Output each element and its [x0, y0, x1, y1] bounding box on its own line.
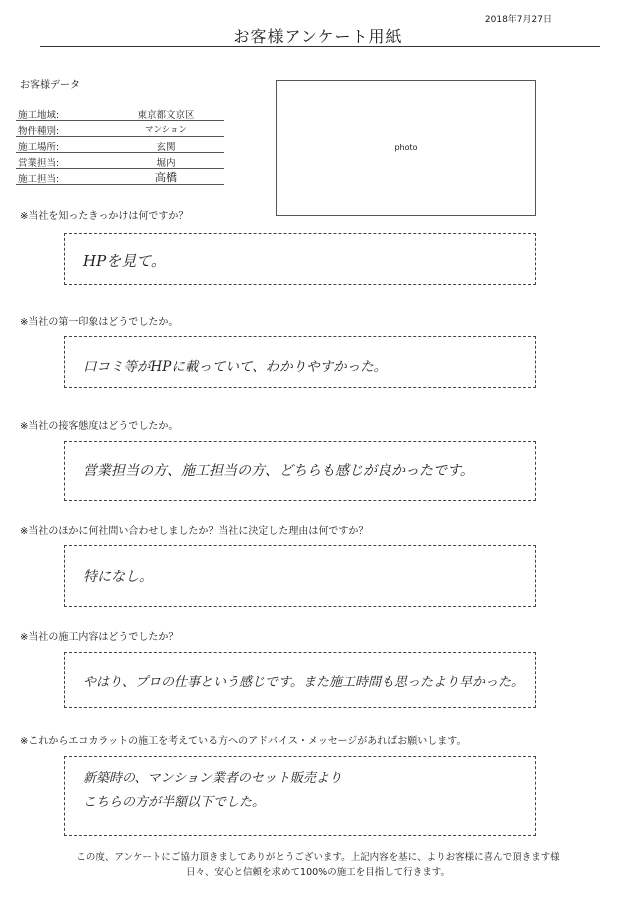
question-3: ※当社の接客態度はどうでしたか。 [20, 421, 179, 432]
answer-text-6-line-1: 新築時の、マンション業者のセット販売より [83, 771, 342, 786]
footer-message-line-1: この度、アンケートにご協力頂きましてありがとうございます。上記内容を基に、よりお客様に喜んで頂きます様 [76, 852, 560, 863]
field-label: 施工担当: [18, 174, 60, 185]
answer-text-5: やはり、プロの仕事という感じです。また施工時間も思ったより早かった。 [83, 675, 524, 690]
field-value: 玄関 [156, 142, 176, 153]
field-label: 営業担当: [18, 158, 60, 169]
photo-placeholder [276, 80, 536, 216]
field-value: マンション [144, 125, 188, 135]
field-value: 堀内 [156, 158, 176, 169]
field-value: 東京都文京区 [137, 110, 195, 121]
field-label: 施工場所: [18, 142, 60, 153]
question-5: ※当社の施工内容はどうでしたか？ [20, 632, 179, 643]
answer-text-6-line-2: こちらの方が半額以下でした。 [83, 795, 266, 810]
answer-box-2 [64, 336, 536, 388]
field-row-location [16, 138, 224, 153]
field-row-sales-rep [16, 154, 224, 169]
field-label: 物件種別: [18, 126, 60, 137]
answer-text-2: 口コミ等がHPに載っていて、わかりやすかった。 [83, 359, 388, 375]
photo-label: photo [394, 143, 418, 152]
question-2: ※当社の第一印象はどうでしたか。 [20, 317, 179, 328]
answer-box-5 [64, 652, 536, 708]
field-row-property-type [16, 122, 224, 137]
answer-text-4: 特になし。 [83, 569, 153, 585]
answer-box-3 [64, 441, 536, 501]
field-value-handwritten: 高橋 [155, 171, 177, 184]
field-row-installer [16, 170, 224, 185]
question-1: ※当社を知ったきっかけは何ですか？ [20, 211, 189, 222]
customer-data-heading: お客様データ [20, 80, 80, 91]
title-underline [40, 46, 600, 47]
answer-box-4 [64, 545, 536, 607]
answer-text-3: 営業担当の方、施工担当の方、どちらも感じが良かったです。 [83, 463, 474, 479]
answer-text-1: HPを見て。 [83, 252, 166, 270]
footer-message-line-2: 日々、安心と信頼を求めて100%の施工を目指して行きます。 [186, 867, 450, 878]
field-label: 施工地域: [18, 110, 60, 121]
survey-date: 2018年7月27日 [484, 15, 552, 25]
answer-box-6 [64, 756, 536, 836]
page-title: お客様アンケート用紙 [233, 27, 403, 46]
answer-box-1 [64, 233, 536, 285]
question-4: ※当社のほかに何社問い合わせしましたか？当社に決定した理由は何ですか？ [20, 526, 369, 537]
question-6: ※これからエコカラットの施工を考えている方へのアドバイス・メッセージがあればお願いします。 [20, 736, 467, 747]
field-row-area [16, 106, 224, 121]
